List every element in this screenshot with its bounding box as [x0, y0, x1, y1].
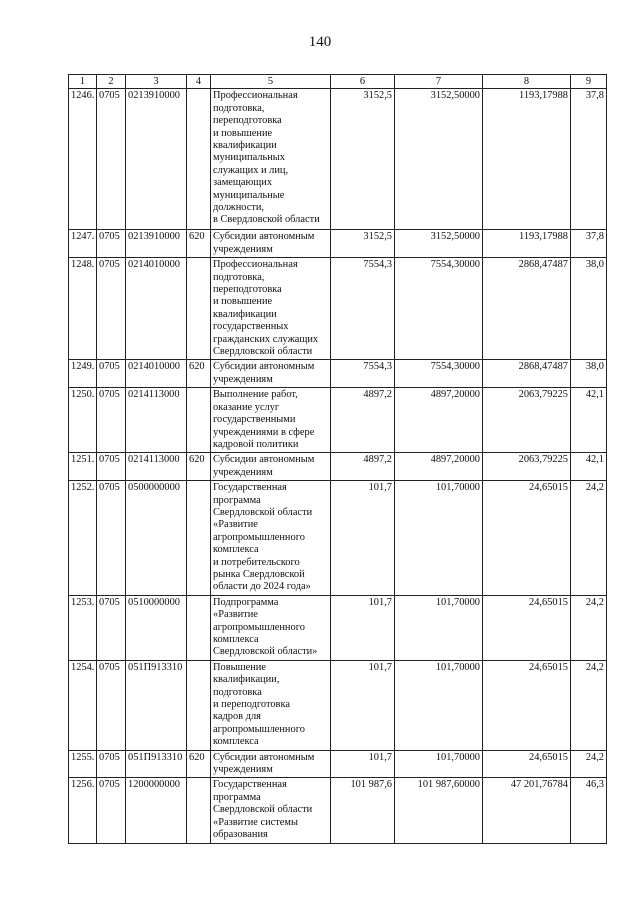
- target-item-code: 0500000000: [126, 481, 187, 596]
- refined-amount: 101,70000: [395, 750, 483, 778]
- description-line: Свердловской области: [213, 506, 313, 518]
- row-number: 1255.: [69, 750, 97, 778]
- executed-amount: 24,65015: [483, 595, 571, 660]
- expense-type-code: 620: [187, 453, 211, 481]
- expense-type-code: [187, 595, 211, 660]
- approved-amount: 4897,2: [331, 453, 395, 481]
- target-item-code: 0510000000: [126, 595, 187, 660]
- row-number: 1253.: [69, 595, 97, 660]
- approved-amount: 3152,5: [331, 230, 395, 258]
- description-line: подготовка,: [213, 271, 265, 283]
- target-item-code: 0214010000: [126, 360, 187, 388]
- description-line: замещающих: [213, 177, 273, 189]
- table-row: [69, 258, 607, 360]
- description-line: «Развитие системы: [213, 816, 298, 828]
- executed-amount: 47 201,76784: [483, 778, 571, 843]
- item-description: [211, 595, 331, 660]
- target-item-code: 1200000000: [126, 778, 187, 843]
- column-header: 2: [97, 75, 126, 89]
- description-line: государственных: [213, 321, 289, 333]
- description-line: образования: [213, 829, 268, 841]
- description-line: Субсидии автономным: [213, 751, 315, 763]
- description-line: Субсидии автономным: [213, 454, 315, 466]
- target-item-code: 0214010000: [126, 258, 187, 360]
- table-row: [69, 750, 607, 778]
- approved-amount: 3152,5: [331, 89, 395, 230]
- item-description: [211, 230, 331, 258]
- executed-amount: 2868,47487: [483, 360, 571, 388]
- description-line: кадровой политики: [213, 438, 299, 450]
- executed-amount: 2868,47487: [483, 258, 571, 360]
- description-line: рынка Свердловской: [213, 568, 305, 580]
- execution-percent: 42,1: [571, 388, 607, 453]
- refined-amount: 7554,30000: [395, 258, 483, 360]
- refined-amount: 4897,20000: [395, 453, 483, 481]
- column-header: 1: [69, 75, 97, 89]
- execution-percent: 42,1: [571, 453, 607, 481]
- description-line: Субсидии автономным: [213, 361, 315, 373]
- item-description: [211, 89, 331, 230]
- item-description: [211, 750, 331, 778]
- table-row: [69, 388, 607, 453]
- section-code: 0705: [97, 453, 126, 481]
- item-description: [211, 258, 331, 360]
- description-line: учреждениями в сфере: [213, 426, 315, 438]
- row-number: 1247.: [69, 230, 97, 258]
- description-line: Субсидии автономным: [213, 231, 315, 243]
- header-row: [69, 75, 607, 89]
- execution-percent: 37,8: [571, 89, 607, 230]
- column-header: 8: [483, 75, 571, 89]
- description-line: Подпрограмма: [213, 596, 279, 608]
- item-description: [211, 453, 331, 481]
- description-line: муниципальные: [213, 189, 285, 201]
- description-line: подготовка: [213, 686, 262, 698]
- column-header: 5: [211, 75, 331, 89]
- item-description: [211, 481, 331, 596]
- execution-percent: 24,2: [571, 750, 607, 778]
- refined-amount: 4897,20000: [395, 388, 483, 453]
- item-description: [211, 360, 331, 388]
- budget-table: [68, 74, 607, 844]
- row-number: 1249.: [69, 360, 97, 388]
- expense-type-code: [187, 481, 211, 596]
- table-row: [69, 453, 607, 481]
- section-code: 0705: [97, 230, 126, 258]
- section-code: 0705: [97, 660, 126, 750]
- row-number: 1254.: [69, 660, 97, 750]
- execution-percent: 24,2: [571, 660, 607, 750]
- approved-amount: 101,7: [331, 595, 395, 660]
- description-line: муниципальных: [213, 152, 285, 164]
- table-row: [69, 360, 607, 388]
- execution-percent: 38,0: [571, 360, 607, 388]
- description-line: Свердловской области: [213, 804, 313, 816]
- approved-amount: 101,7: [331, 750, 395, 778]
- expense-type-code: [187, 258, 211, 360]
- description-line: программа: [213, 494, 261, 506]
- row-number: 1248.: [69, 258, 97, 360]
- table-row: [69, 778, 607, 843]
- approved-amount: 4897,2: [331, 388, 395, 453]
- refined-amount: 7554,30000: [395, 360, 483, 388]
- table-row: [69, 481, 607, 596]
- executed-amount: 24,65015: [483, 660, 571, 750]
- target-item-code: 0213910000: [126, 230, 187, 258]
- description-line: квалификации,: [213, 674, 280, 686]
- description-line: Повышение: [213, 661, 266, 673]
- section-code: 0705: [97, 388, 126, 453]
- target-item-code: 051П913310: [126, 750, 187, 778]
- row-number: 1251.: [69, 453, 97, 481]
- column-header: 6: [331, 75, 395, 89]
- description-line: в Свердловской области: [213, 214, 320, 226]
- description-line: и переподготовка: [213, 699, 290, 711]
- target-item-code: 0213910000: [126, 89, 187, 230]
- description-line: квалификации: [213, 308, 277, 320]
- description-line: Свердловской области: [213, 346, 313, 358]
- description-line: комплекса: [213, 634, 259, 645]
- refined-amount: 3152,50000: [395, 89, 483, 230]
- target-item-code: 0214113000: [126, 388, 187, 453]
- section-code: 0705: [97, 481, 126, 596]
- approved-amount: 7554,3: [331, 360, 395, 388]
- execution-percent: 24,2: [571, 595, 607, 660]
- description-line: кадров для: [213, 711, 261, 723]
- executed-amount: 24,65015: [483, 750, 571, 778]
- approved-amount: 101,7: [331, 481, 395, 596]
- executed-amount: 2063,79225: [483, 388, 571, 453]
- refined-amount: 3152,50000: [395, 230, 483, 258]
- expense-type-code: 620: [187, 360, 211, 388]
- approved-amount: 7554,3: [331, 258, 395, 360]
- execution-percent: 24,2: [571, 481, 607, 596]
- column-header: 7: [395, 75, 483, 89]
- description-line: государственными: [213, 414, 296, 426]
- item-description: [211, 660, 331, 750]
- section-code: 0705: [97, 89, 126, 230]
- approved-amount: 101,7: [331, 660, 395, 750]
- executed-amount: 24,65015: [483, 481, 571, 596]
- refined-amount: 101,70000: [395, 481, 483, 596]
- description-line: оказание услуг: [213, 401, 280, 413]
- table-row: [69, 660, 607, 750]
- description-line: и повышение: [213, 127, 273, 139]
- refined-amount: 101,70000: [395, 660, 483, 750]
- column-header: 3: [126, 75, 187, 89]
- description-line: переподготовка: [213, 115, 282, 127]
- expense-type-code: [187, 388, 211, 453]
- page-number: 140: [308, 34, 332, 50]
- item-description: [211, 388, 331, 453]
- description-line: области до 2024 года»: [213, 581, 311, 593]
- description-line: агропромышленного: [213, 723, 305, 735]
- expense-type-code: 620: [187, 230, 211, 258]
- description-line: комплекса: [213, 736, 259, 748]
- executed-amount: 1193,17988: [483, 230, 571, 258]
- section-code: 0705: [97, 360, 126, 388]
- description-line: Государственная: [213, 779, 287, 791]
- target-item-code: 0214113000: [126, 453, 187, 481]
- description-line: учреждениям: [213, 373, 273, 385]
- target-item-code: 051П913310: [126, 660, 187, 750]
- budget-table-body: [69, 89, 607, 843]
- executed-amount: 1193,17988: [483, 89, 571, 230]
- expense-type-code: [187, 660, 211, 750]
- table-row: [69, 89, 607, 230]
- table-row: [69, 230, 607, 258]
- description-line: Профессиональная: [213, 259, 298, 271]
- description-line: «Развитие: [213, 609, 258, 621]
- row-number: 1246.: [69, 89, 97, 230]
- description-line: Государственная: [213, 482, 287, 494]
- refined-amount: 101 987,60000: [395, 778, 483, 843]
- description-line: агропромышленного: [213, 531, 305, 543]
- expense-type-code: 620: [187, 750, 211, 778]
- refined-amount: 101,70000: [395, 595, 483, 660]
- expense-type-code: [187, 778, 211, 843]
- section-code: 0705: [97, 595, 126, 660]
- row-number: 1256.: [69, 778, 97, 843]
- column-header: 4: [187, 75, 211, 89]
- description-line: подготовка,: [213, 102, 265, 114]
- description-line: и потребительского: [213, 556, 300, 568]
- description-line: должности,: [213, 202, 265, 214]
- description-line: Свердловской области»: [213, 646, 318, 658]
- description-line: служащих и лиц,: [213, 164, 289, 176]
- execution-percent: 37,8: [571, 230, 607, 258]
- description-line: Выполнение работ,: [213, 389, 298, 401]
- item-description: [211, 778, 331, 843]
- execution-percent: 38,0: [571, 258, 607, 360]
- description-line: квалификации: [213, 140, 277, 152]
- approved-amount: 101 987,6: [331, 778, 395, 843]
- table-row: [69, 595, 607, 660]
- column-header: 9: [571, 75, 607, 89]
- description-line: учреждениям: [213, 764, 273, 776]
- description-line: программа: [213, 791, 261, 803]
- section-code: 0705: [97, 750, 126, 778]
- section-code: 0705: [97, 778, 126, 843]
- description-line: переподготовка: [213, 284, 282, 296]
- description-line: учреждениям: [213, 243, 273, 255]
- description-line: гражданских служащих: [213, 333, 319, 345]
- description-line: и повышение: [213, 296, 273, 308]
- description-line: учреждениям: [213, 466, 273, 478]
- executed-amount: 2063,79225: [483, 453, 571, 481]
- section-code: 0705: [97, 258, 126, 360]
- row-number: 1250.: [69, 388, 97, 453]
- expense-type-code: [187, 89, 211, 230]
- execution-percent: 46,3: [571, 778, 607, 843]
- description-line: агропромышленного: [213, 621, 305, 633]
- row-number: 1252.: [69, 481, 97, 596]
- description-line: Профессиональная: [213, 90, 298, 102]
- description-line: комплекса: [213, 544, 259, 556]
- description-line: «Развитие: [213, 519, 258, 531]
